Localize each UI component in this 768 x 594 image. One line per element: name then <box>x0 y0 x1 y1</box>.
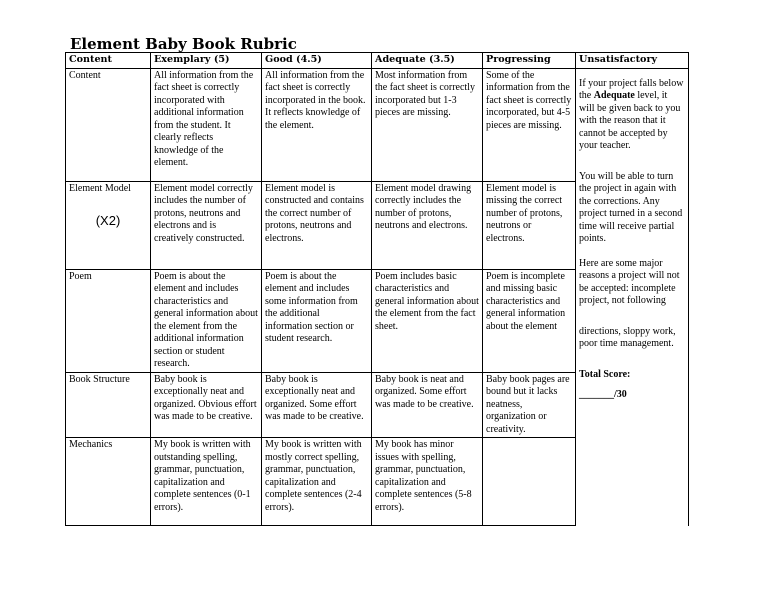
cell-model-good: Element model is constructed and contains the correct number of protons, neutrons and electrons. <box>262 181 372 269</box>
cell-content-adequate: Most information from the fact sheet is correctly incorporated but 1-3 pieces are missing. <box>372 68 483 181</box>
unsat-paragraph-3: Here are some major reasons a project will not be accepted: incomplete project, not following <box>579 257 680 306</box>
cell-structure-good: Baby book is exceptionally neat and organized. Some effort was made to be creative. <box>262 372 372 438</box>
cell-mechanics-progressing <box>483 438 576 526</box>
unsat-paragraph-2: You will be able to turn the project in again with the corrections. Any project turned in a second time will receive partial points. <box>579 170 683 244</box>
cell-model-progressing: Element model is missing the correct number of protons, neutrons or electrons. <box>483 181 576 269</box>
header-good: Good (4.5) <box>262 53 372 69</box>
cell-poem-adequate: Poem includes basic characteristics and general information about the element from the fact sheet. <box>372 269 483 372</box>
cell-content-good: All information from the fact sheet is correctly incorporated in the book. It reflects knowledge of the element. <box>262 68 372 181</box>
header-content: Content <box>66 53 151 69</box>
row-label-element-model: Element Model (X2) <box>66 181 151 269</box>
cell-unsatisfactory <box>576 68 689 526</box>
header-row <box>66 53 689 69</box>
cell-structure-progressing: Baby book pages are bound but it lacks neatness, organization or creativity. <box>483 372 576 438</box>
cell-poem-good: Poem is about the element and includes some information from the additional information section or student research. <box>262 269 372 372</box>
header-exemplary: Exemplary (5) <box>151 53 262 69</box>
rubric-title: Element Baby Book Rubric <box>70 35 297 53</box>
cell-poem-progressing: Poem is incomplete and missing basic characteristics and general information about the element <box>483 269 576 372</box>
multiplier-label: (X2) <box>95 213 121 228</box>
unsat-paragraph-1: If your project falls below the Adequate level, it will be given back to you with the reason that it cannot be accepted by your teacher. <box>579 77 684 151</box>
cell-poem-exemplary: Poem is about the element and includes characteristics and general information about the element from the additional information section or student research. <box>151 269 262 372</box>
header-adequate: Adequate (3.5) <box>372 53 483 69</box>
cell-structure-adequate: Baby book is neat and organized. Some effort was made to be creative. <box>372 372 483 438</box>
rubric-table <box>65 52 689 526</box>
cell-mechanics-exemplary: My book is written with outstanding spelling, grammar, punctuation, capitalization and complete sentences (0-1 errors). <box>151 438 262 526</box>
header-unsatisfactory: Unsatisfactory <box>576 53 689 69</box>
unsat-paragraph-4: directions, sloppy work, poor time management. <box>579 325 676 349</box>
row-label-mechanics: Mechanics <box>66 438 151 526</box>
row-label-poem: Poem <box>66 269 151 372</box>
cell-content-exemplary: All information from the fact sheet is correctly incorporated with additional information from the student. It clearly reflects knowledge of the element. <box>151 68 262 181</box>
total-score-label: Total Score: <box>579 368 631 380</box>
cell-structure-exemplary: Baby book is exceptionally neat and organized. Obvious effort was made to be creative. <box>151 372 262 438</box>
cell-mechanics-adequate: My book has minor issues with spelling, grammar, punctuation, capitalization and complete sentences (5-8 errors). <box>372 438 483 526</box>
row-label-content: Content <box>66 68 151 181</box>
cell-model-exemplary: Element model correctly includes the number of protons, neutrons and electrons and is creatively constructed. <box>151 181 262 269</box>
cell-mechanics-good: My book is written with mostly correct spelling, grammar, punctuation, capitalization and complete sentences (2-4 errors). <box>262 438 372 526</box>
row-label-book-structure: Book Structure <box>66 372 151 438</box>
row-content <box>66 68 689 181</box>
cell-content-progressing: Some of the information from the fact sheet is correctly incorporated, but 4-5 pieces are missing. <box>483 68 576 181</box>
header-progressing: Progressing <box>483 53 576 69</box>
total-score-value: _______/30 <box>579 389 627 400</box>
cell-model-adequate: Element model drawing correctly includes the number of protons, neutrons and electrons. <box>372 181 483 269</box>
